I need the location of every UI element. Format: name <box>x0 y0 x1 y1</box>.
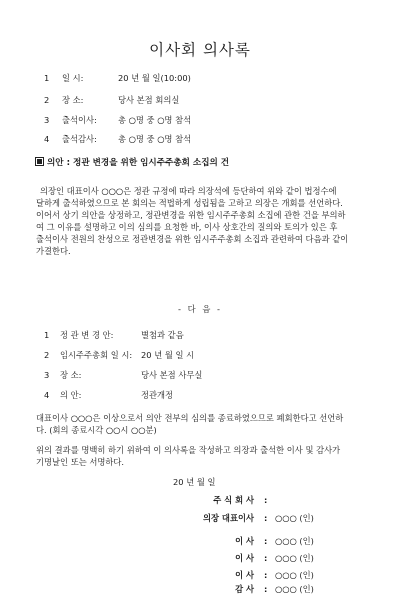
item-number: 1 <box>44 73 50 83</box>
header-item <box>0 114 400 126</box>
signature-row <box>0 494 400 506</box>
item-value: 당사 본점 회의실 <box>118 95 180 105</box>
header-item <box>0 133 400 145</box>
closing-line: 다. (회의 종료시각 ○○시 ○○분) <box>36 425 157 435</box>
item-label: 장 소: <box>62 95 84 105</box>
signature-colon: : <box>264 495 268 505</box>
section-divider-label: - 다 음 - <box>178 304 222 314</box>
closing-line: 대표이사 ○○○은 이상으로서 의안 전부의 심의를 종료하였으므로 폐회한다고 선언하 <box>36 413 344 423</box>
resolution-item <box>0 329 400 341</box>
agenda-text: 의안 : 정관 변경을 위한 임시주주총회 소집의 건 <box>47 158 230 168</box>
item-label: 정 관 변 경 안: <box>60 330 114 340</box>
header-item <box>0 72 400 84</box>
signature-label: 이 사 <box>235 536 254 546</box>
signature-date: 20 년 월 일 <box>173 477 216 487</box>
item-number: 1 <box>44 330 50 340</box>
body-line: 달하게 출석하였으므로 본 회의는 적법하게 성립됨을 고하고 의장은 개회를 선언하다. <box>36 198 343 208</box>
item-value: 정관개정 <box>141 390 174 400</box>
signature-value: ○○○ (인) <box>275 584 314 594</box>
item-value: 20 년 월 일 시 <box>141 350 195 360</box>
checkbox-icon <box>35 157 44 166</box>
signature-label: 이 사 <box>235 570 254 580</box>
final-line: 기명날인 또는 서명하다. <box>36 457 125 467</box>
item-label: 출석이사: <box>62 115 97 125</box>
resolution-item <box>0 349 400 361</box>
item-label: 임시주주총회 일 시: <box>60 350 133 360</box>
signature-row <box>0 535 400 547</box>
agenda-heading <box>35 157 229 169</box>
body-line: 출석이사 전원의 찬성으로 정관변경을 위한 임시주주총회 소집과 관련하여 다음과 같이 <box>36 234 349 244</box>
item-label: 일 시: <box>62 73 84 83</box>
item-value: 총 ○명 중 ○명 참석 <box>118 134 192 144</box>
signature-row <box>0 552 400 564</box>
item-number: 3 <box>44 115 50 125</box>
header-item <box>0 94 400 106</box>
item-number: 2 <box>44 95 50 105</box>
signature-label: 주 식 회 사 <box>213 495 254 505</box>
item-value: 20 년 월 일(10:00) <box>118 73 191 83</box>
final-paragraph <box>36 444 366 468</box>
signature-row <box>0 583 400 595</box>
signature-row <box>0 512 400 524</box>
signature-label: 의장 대표이사 <box>203 513 254 523</box>
signature-colon: : <box>264 513 268 523</box>
item-label: 장 소: <box>60 370 82 380</box>
body-line: 이어서 상기 의안을 상정하고, 정관변경을 위한 임시주주총회 소집에 관한 건을 부의하 <box>36 210 346 220</box>
item-label: 의 안: <box>60 390 82 400</box>
signature-row <box>0 569 400 581</box>
body-paragraph <box>36 185 366 257</box>
item-label: 출석감사: <box>62 134 97 144</box>
body-line: 의장인 대표이사 ○○○은 정관 규정에 따라 의장석에 등단하여 위와 같이 법정수에 <box>40 186 337 196</box>
body-line: 여 그 이유를 설명하고 이의 심의를 요청한 바, 이사 상호간의 질의와 토의가 있은 후 <box>36 222 338 232</box>
signature-value: ○○○ (인) <box>275 553 314 563</box>
signature-colon: : <box>264 553 268 563</box>
item-value: 별첨과 같음 <box>141 330 184 340</box>
final-line: 위의 결과를 명백히 하기 위하여 이 의사록을 작성하고 의장과 출석한 이사 및 감사가 <box>36 445 341 455</box>
signature-value: ○○○ (인) <box>275 536 314 546</box>
page-title: 이사회 의사록 <box>149 41 251 59</box>
resolution-item <box>0 369 400 381</box>
resolution-item <box>0 389 400 401</box>
item-number: 3 <box>44 370 50 380</box>
item-number: 4 <box>44 134 50 144</box>
signature-label: 감 사 <box>235 584 254 594</box>
body-line: 가결한다. <box>36 246 71 256</box>
item-number: 2 <box>44 350 50 360</box>
item-value: 당사 본점 사무실 <box>141 370 203 380</box>
closing-paragraph <box>36 412 366 436</box>
signature-colon: : <box>264 536 268 546</box>
signature-colon: : <box>264 570 268 580</box>
signature-value: ○○○ (인) <box>275 513 314 523</box>
signature-label: 이 사 <box>235 553 254 563</box>
signature-colon: : <box>264 584 268 594</box>
item-number: 4 <box>44 390 50 400</box>
item-value: 총 ○명 중 ○명 참석 <box>118 115 192 125</box>
signature-value: ○○○ (인) <box>275 570 314 580</box>
